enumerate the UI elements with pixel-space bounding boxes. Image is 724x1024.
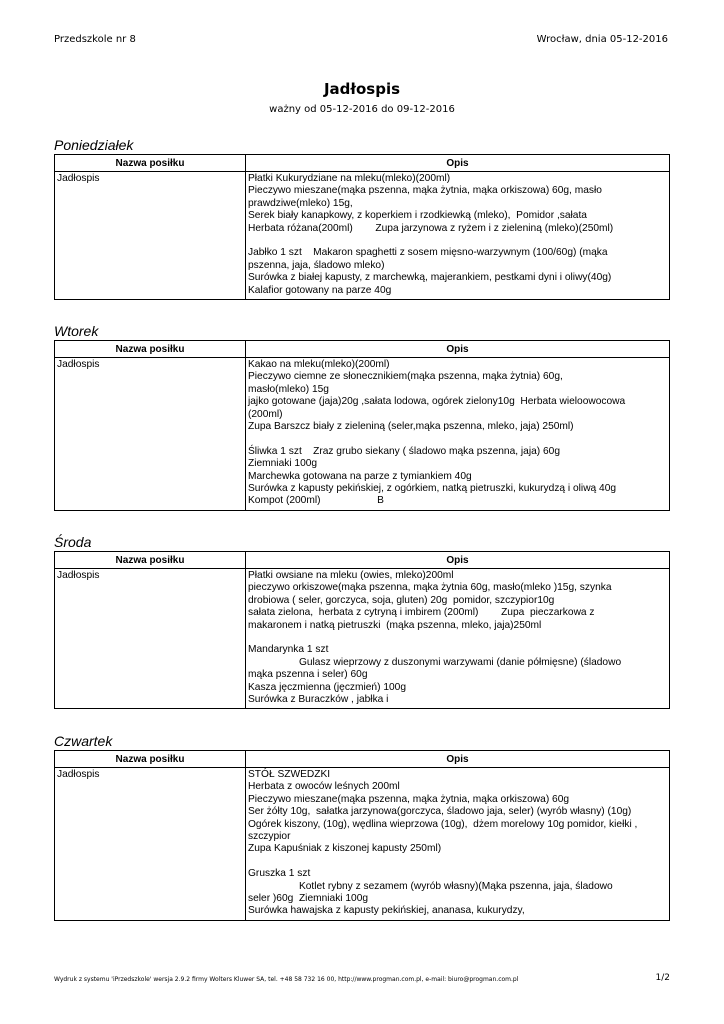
description-line	[248, 235, 667, 247]
day-section-tuesday	[54, 322, 670, 511]
description-line: Marchewka gotowana na parze z tymiankiem 40g	[248, 470, 472, 482]
meal-description	[246, 358, 670, 511]
day-name: Wtorek	[54, 323, 99, 339]
page-title: Jadłospis	[323, 80, 401, 98]
description-line	[248, 632, 667, 644]
table-header-row	[55, 341, 670, 358]
description-line: szczypior	[248, 831, 291, 843]
column-header-desc: Opis	[246, 341, 670, 358]
table-row	[55, 172, 670, 300]
description-line: Kotlet rybny z sezamem (wyrób własny)(Mąka pszenna, jaja, śladowo	[248, 880, 613, 892]
meal-name: Jadłospis	[55, 569, 246, 709]
day-section-wednesday	[54, 533, 670, 709]
description-line: STÓŁ SZWEDZKI	[248, 769, 331, 780]
description-line: Mandarynka 1 szt	[248, 644, 329, 656]
page-number: 1/2	[655, 973, 670, 983]
column-header-name: Nazwa posiłku	[55, 155, 246, 172]
column-header-desc: Opis	[246, 751, 670, 768]
description-line: Surówka hawajska z kapusty pekińskiej, ananasa, kukurydzy,	[248, 905, 525, 917]
menu-table	[54, 340, 670, 511]
description-line: makaronem i natką pietruszki (mąka pszenna, mleko, jaja)250ml	[248, 619, 542, 631]
table-row	[55, 569, 670, 709]
table-header-row	[55, 751, 670, 768]
description-line: pieczywo orkiszowe(mąka pszenna, mąka żytnia 60g, masło(mleko )15g, szynka	[248, 582, 612, 594]
meal-description	[246, 172, 670, 300]
column-header-desc: Opis	[246, 155, 670, 172]
institution-name: Przedszkole nr 8	[54, 34, 136, 45]
description-line: Zupa Kapuśniak z kiszonej kapusty 250ml)	[248, 843, 442, 855]
meal-description	[246, 768, 670, 921]
meal-name: Jadłospis	[55, 768, 246, 921]
description-line: Pieczywo mieszane(mąka pszenna, mąka żytnia, mąka orkiszowa) 60g	[248, 793, 570, 805]
description-line: Śliwka 1 szt Zraz grubo siekany ( śladowo mąka pszenna, jaja) 60g	[248, 445, 560, 457]
description-line: Ogórek kiszony, (10g), wędlina wieprzowa (10g), dżem morelowy 10g pomidor, kiełki ,	[248, 818, 638, 830]
menu-table	[54, 551, 670, 709]
column-header-desc: Opis	[246, 552, 670, 569]
description-line: Gruszka 1 szt	[248, 868, 311, 880]
description-line: Zupa Barszcz biały z zieleniną (seler,mąka pszenna, mleko, jaja) 250ml)	[248, 421, 574, 433]
menu-table	[54, 154, 670, 300]
description-line: Kompot (200ml) B	[248, 495, 384, 507]
description-line: sałata zielona, herbata z cytryną i imbirem (200ml) Zupa pieczarkowa z	[248, 607, 595, 619]
description-line: masło(mleko) 15g	[248, 383, 329, 395]
table-row	[55, 358, 670, 511]
description-line: Kalafior gotowany na parze 40g	[248, 284, 392, 296]
description-line: Jabłko 1 szt Makaron spaghetti z sosem mięsno-warzywnym (100/60g) (mąka	[248, 247, 608, 259]
table-header-row	[55, 155, 670, 172]
description-line: Surówka z Buraczków , jabłka i	[248, 694, 389, 706]
description-line: jajko gotowane (jaja)20g ,sałata lodowa, ogórek zielony10g Herbata wieloowocowa	[248, 396, 626, 408]
description-line: prawdziwe(mleko) 15g,	[248, 197, 353, 209]
description-line: mąka pszenna i seler) 60g	[248, 669, 368, 681]
description-line: Ziemniaki 100g	[248, 458, 318, 470]
description-line: Pieczywo mieszane(mąka pszenna, mąka żytnia, mąka orkiszowa) 60g, masło	[248, 185, 602, 197]
description-line: Surówka z kapusty pekińskiej, z ogórkiem, natką pietruszki, kukurydzą i oliwą 40g	[248, 483, 617, 495]
description-line	[248, 856, 667, 868]
description-line: Ser żółty 10g, sałatka jarzynowa(gorczyca, śladowo jaja, seler) (wyrób własny) (10g)	[248, 806, 632, 818]
description-line: Surówka z białej kapusty, z marchewką, majerankiem, pestkami dyni i oliwy(40g)	[248, 272, 612, 284]
table-header-row	[55, 552, 670, 569]
description-line	[248, 433, 667, 445]
day-name: Czwartek	[54, 733, 113, 749]
place-date: Wrocław, dnia 05-12-2016	[536, 34, 668, 45]
description-line: Pieczywo ciemne ze słonecznikiem(mąka pszenna, mąka żytnia) 60g,	[248, 371, 563, 383]
meal-name: Jadłospis	[55, 358, 246, 511]
day-name: Poniedziałek	[54, 137, 134, 153]
description-line: Gulasz wieprzowy z duszonymi warzywami (danie półmięsne) (śladowo	[248, 656, 622, 668]
column-header-name: Nazwa posiłku	[55, 751, 246, 768]
meal-description	[246, 569, 670, 709]
day-section-thursday	[54, 732, 670, 921]
description-line: (200ml)	[248, 408, 283, 420]
validity-period: ważny od 05-12-2016 do 09-12-2016	[269, 104, 455, 115]
column-header-name: Nazwa posiłku	[55, 552, 246, 569]
description-line: Kasza jęczmienna (jęczmień) 100g	[248, 681, 406, 693]
footer-text: Wydruk z systemu 'iPrzedszkole' wersja 2.9.2 firmy Wolters Kluwer SA, tel. +48 58 732 16 00, http://www.progman.com.pl, e-mail: biuro@progman.com.pl	[54, 976, 519, 983]
description-line: pszenna, jaja, śladowo mleko)	[248, 259, 385, 271]
description-line: Płatki Kukurydziane na mleku(mleko)(200ml)	[248, 173, 451, 184]
day-name: Środa	[54, 534, 92, 550]
column-header-name: Nazwa posiłku	[55, 341, 246, 358]
day-section-monday	[54, 136, 670, 300]
description-line: Kakao na mleku(mleko)(200ml)	[248, 359, 390, 370]
description-line: Herbata z owoców leśnych 200ml	[248, 781, 400, 793]
description-line: drobiowa ( seler, gorczyca, soja, gluten) 20g pomidor, szczypior10g	[248, 594, 555, 606]
description-line: Płatki owsiane na mleku (owies, mleko)200ml	[248, 570, 454, 581]
description-line: seler )60g Ziemniaki 100g	[248, 893, 369, 905]
meal-name: Jadłospis	[55, 172, 246, 300]
description-line: Serek biały kanapkowy, z koperkiem i rzodkiewką (mleko), Pomidor ,sałata	[248, 210, 587, 222]
description-line: Herbata różana(200ml) Zupa jarzynowa z ryżem i z zieleniną (mleko)(250ml)	[248, 222, 614, 234]
menu-table	[54, 750, 670, 921]
table-row	[55, 768, 670, 921]
